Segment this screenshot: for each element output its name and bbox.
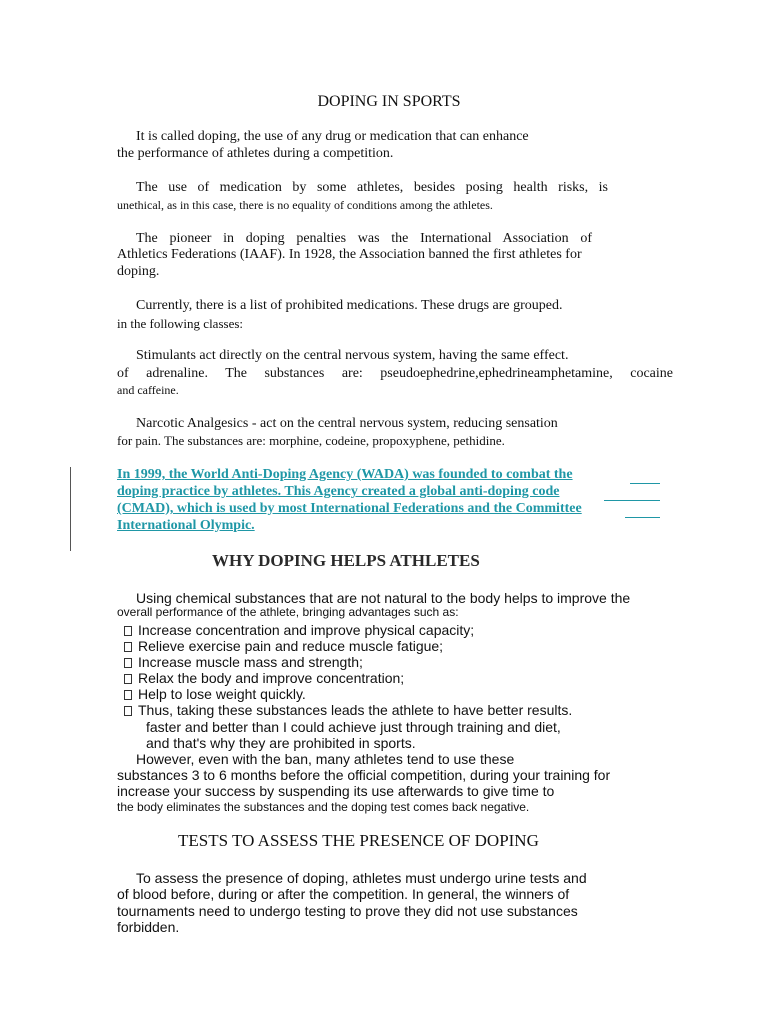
list-item-text: Help to lose weight quickly. bbox=[138, 686, 306, 702]
revision-change-bar bbox=[70, 467, 71, 551]
paragraph-text: the body eliminates the substances and the doping test comes back negative. bbox=[117, 800, 530, 814]
bullet-icon bbox=[124, 658, 132, 668]
paragraph-text: Stimulants act directly on the central nervous system, having the same effect. bbox=[136, 348, 569, 363]
list-item-text: Relieve exercise pain and reduce muscle fatigue; bbox=[138, 638, 444, 654]
bullet-icon bbox=[124, 674, 132, 684]
paragraph-text: Using chemical substances that are not natural to the body helps to improve the bbox=[136, 590, 631, 606]
wada-paragraph-line: doping practice by athletes. This Agency created a global anti-doping code bbox=[117, 484, 560, 499]
list-item bbox=[124, 670, 404, 686]
paragraph-text: Athletics Federations (IAAF). In 1928, the Association banned the first athletes for bbox=[117, 247, 582, 262]
underline-rule bbox=[630, 483, 660, 484]
wada-paragraph-line: In 1999, the World Anti-Doping Agency (WADA) was founded to combat the bbox=[117, 467, 573, 482]
wada-paragraph-line: International Olympic. bbox=[117, 518, 255, 533]
paragraph-text: substances 3 to 6 months before the official competition, during your training for bbox=[117, 767, 611, 783]
list-item-text: Relax the body and improve concentration; bbox=[138, 670, 405, 686]
paragraph-text: doping. bbox=[117, 264, 160, 279]
bullet-icon bbox=[124, 706, 132, 716]
paragraph-text: increase your success by suspending its use afterwards to give time to bbox=[117, 783, 555, 799]
paragraph-text: forbidden. bbox=[117, 919, 180, 935]
bullet-icon bbox=[124, 642, 132, 652]
list-item-text: Increase muscle mass and strength; bbox=[138, 654, 363, 670]
section-heading: TESTS TO ASSESS THE PRESENCE OF DOPING bbox=[178, 831, 539, 850]
underline-rule bbox=[604, 500, 660, 501]
paragraph-text: and that's why they are prohibited in sports. bbox=[146, 735, 416, 751]
paragraph-text: The use of medication by some athletes, besides posing health risks, is bbox=[136, 180, 608, 195]
paragraph-text: tournaments need to undergo testing to prove they did not use substances bbox=[117, 903, 578, 919]
paragraph-text: unethical, as in this case, there is no equality of conditions among the athletes. bbox=[117, 198, 493, 212]
section-heading: WHY DOPING HELPS ATHLETES bbox=[212, 551, 480, 570]
paragraph-text: overall performance of the athlete, bringing advantages such as: bbox=[117, 605, 459, 619]
paragraph-text: To assess the presence of doping, athletes must undergo urine tests and bbox=[136, 870, 587, 886]
paragraph-text: It is called doping, the use of any drug or medication that can enhance bbox=[136, 129, 529, 144]
paragraph-text: of adrenaline. The substances are: pseudoephedrine,ephedrineamphetamine, cocaine bbox=[117, 366, 673, 381]
list-item bbox=[124, 638, 443, 654]
paragraph-text: The pioneer in doping penalties was the International Association of bbox=[136, 231, 592, 246]
paragraph-text: Narcotic Analgesics - act on the central nervous system, reducing sensation bbox=[136, 416, 558, 431]
bullet-icon bbox=[124, 626, 132, 636]
paragraph-text: for pain. The substances are: morphine, codeine, propoxyphene, pethidine. bbox=[117, 433, 505, 448]
list-item bbox=[124, 622, 474, 638]
underline-rule bbox=[625, 517, 660, 518]
list-item bbox=[124, 654, 363, 670]
paragraph-text: and caffeine. bbox=[117, 383, 179, 397]
paragraph-text: of blood before, during or after the competition. In general, the winners of bbox=[117, 886, 570, 902]
paragraph-text: Currently, there is a list of prohibited medications. These drugs are grouped. bbox=[136, 298, 563, 313]
list-item bbox=[124, 686, 306, 702]
paragraph-text: the performance of athletes during a competition. bbox=[117, 146, 394, 161]
paragraph-text: However, even with the ban, many athletes tend to use these bbox=[136, 751, 515, 767]
list-item-text: Increase concentration and improve physical capacity; bbox=[138, 622, 475, 638]
list-item-text: Thus, taking these substances leads the athlete to have better results. bbox=[138, 702, 573, 718]
document-title: DOPING IN SPORTS bbox=[317, 93, 461, 110]
list-item bbox=[124, 702, 572, 718]
bullet-icon bbox=[124, 690, 132, 700]
wada-paragraph-line: (CMAD), which is used by most International Federations and the Committee bbox=[117, 501, 582, 516]
paragraph-text: faster and better than I could achieve just through training and diet, bbox=[146, 719, 561, 735]
paragraph-text: in the following classes: bbox=[117, 316, 244, 331]
